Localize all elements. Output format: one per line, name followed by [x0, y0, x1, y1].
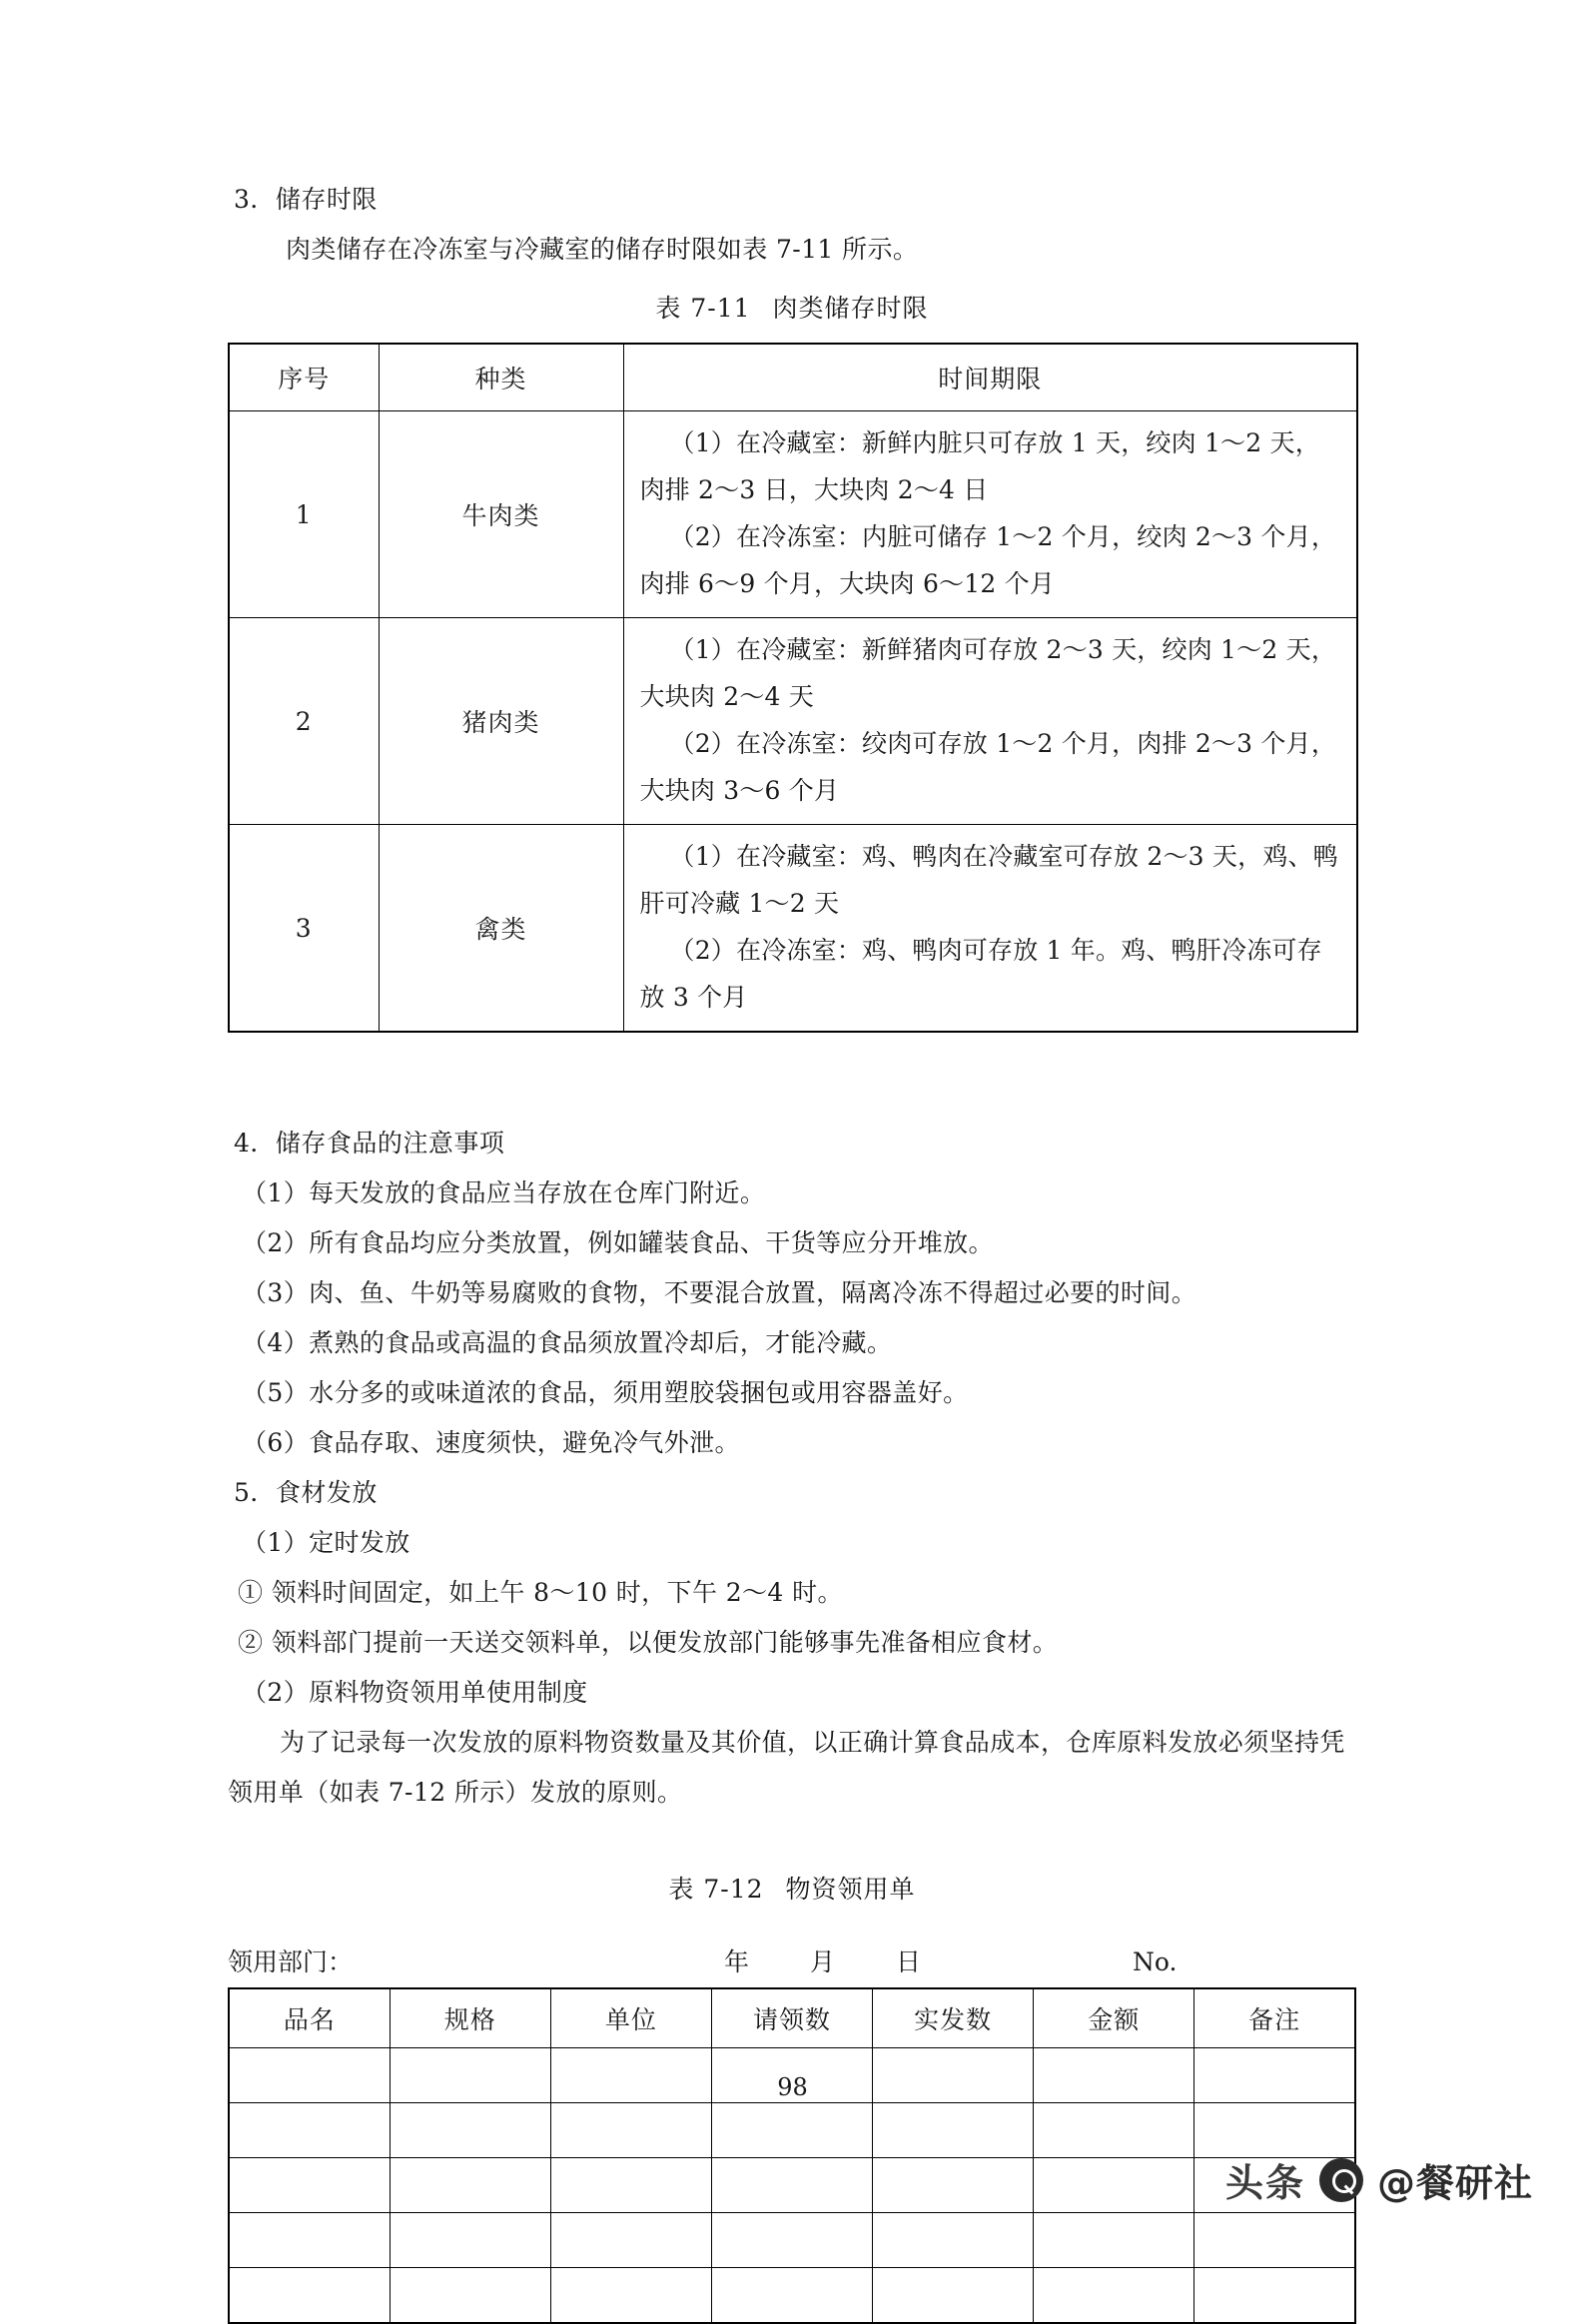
table-row — [229, 2103, 1355, 2158]
table-7-11-header-duration: 时间期限 — [623, 344, 1357, 411]
table-7-12-header-issued: 实发数 — [873, 1988, 1034, 2048]
table-7-11-row-0-line-1: （2）在冷冻室：内脏可储存 1～2 个月，绞肉 2～3 个月，肉排 6～9 个月，大块肉 6～12 个月 — [639, 522, 1337, 598]
cell[interactable] — [550, 2268, 711, 2324]
section-4-heading: 4．储存食品的注意事项 — [234, 1129, 505, 1158]
cell[interactable] — [711, 2268, 872, 2324]
cell[interactable] — [229, 2268, 390, 2324]
cell[interactable] — [1194, 2268, 1355, 2324]
cell[interactable] — [711, 2103, 872, 2158]
department-label: 领用部门： — [228, 1947, 354, 1976]
table-7-12-caption — [228, 1866, 1356, 1914]
table-7-11-row-2-line-0: （1）在冷藏室：鸡、鸭肉在冷藏室可存放 2～3 天，鸡、鸭肝可冷藏 1～2 天 — [639, 842, 1338, 918]
table-row — [229, 2158, 1355, 2213]
table-7-11-row-1-desc — [623, 618, 1357, 825]
date-label: 年 月 日 — [724, 1947, 940, 1976]
section-4-item-4: （4）煮熟的食品或高温的食品须放置冷却后，才能冷藏。 — [242, 1328, 893, 1357]
section-5-sub1-item-1: ① 领料时间固定，如上午 8～10 时，下午 2～4 时。 — [238, 1578, 843, 1607]
table-7-11-row-1-line-0: （1）在冷藏室：新鲜猪肉可存放 2～3 天，绞肉 1～2 天，大块肉 2～4 天 — [639, 635, 1337, 711]
cell[interactable] — [390, 2103, 550, 2158]
table-7-12-header-row — [229, 1988, 1355, 2048]
watermark — [1225, 2152, 1533, 2207]
cell[interactable] — [711, 2213, 872, 2268]
table-7-11-header-kind: 种类 — [379, 344, 623, 411]
table-7-11 — [228, 343, 1358, 1033]
table-7-12-caption-label: 表 7-12 — [668, 1875, 764, 1904]
cell[interactable] — [550, 2158, 711, 2213]
cell[interactable] — [229, 2103, 390, 2158]
section-5-sub1-item-2: ② 领料部门提前一天送交领料单，以便发放部门能够事先准备相应食材。 — [238, 1628, 1059, 1657]
cell[interactable] — [1194, 2103, 1355, 2158]
page-content — [228, 175, 1356, 2324]
cell[interactable] — [1034, 2213, 1194, 2268]
table-row — [229, 411, 1357, 618]
cell[interactable] — [390, 2268, 550, 2324]
cell[interactable] — [1034, 2268, 1194, 2324]
table-7-11-row-1-index: 2 — [229, 618, 379, 825]
section-3-heading: 3．储存时限 — [234, 185, 378, 214]
table-7-12-header-amount: 金额 — [1034, 1988, 1194, 2048]
cell[interactable] — [873, 2268, 1034, 2324]
table-7-11-row-1-line-1: （2）在冷冻室：绞肉可存放 1～2 个月，肉排 2～3 个月，大块肉 3～6 个月 — [639, 729, 1337, 805]
table-7-11-row-0-line-0: （1）在冷藏室：新鲜内脏只可存放 1 天，绞肉 1～2 天，肉排 2～3 日，大块肉 2～4 日 — [639, 428, 1320, 504]
table-7-11-row-2-kind: 禽类 — [379, 825, 623, 1033]
circle-user-icon — [1319, 2158, 1363, 2202]
table-7-12 — [228, 1987, 1356, 2324]
table-row — [229, 2213, 1355, 2268]
table-7-12-header-remark: 备注 — [1194, 1988, 1355, 2048]
table-7-11-header-index: 序号 — [229, 344, 379, 411]
cell[interactable] — [390, 2158, 550, 2213]
table-7-11-caption-label: 表 7-11 — [655, 294, 751, 323]
section-5-sub2-paragraph: 为了记录每一次发放的原料物资数量及其价值，以正确计算食品成本，仓库原料发放必须坚持凭领用单（如表 7-12 所示）发放的原则。 — [228, 1728, 1345, 1807]
section-4-item-5: （5）水分多的或味道浓的食品，须用塑胶袋捆包或用容器盖好。 — [242, 1378, 969, 1407]
table-row — [229, 825, 1357, 1033]
section-3-intro: 肉类储存在冷冻室与冷藏室的储存时限如表 7-11 所示。 — [286, 235, 919, 264]
table-7-11-row-0-kind: 牛肉类 — [379, 411, 623, 618]
cell[interactable] — [873, 2103, 1034, 2158]
table-7-11-row-2-desc — [623, 825, 1357, 1033]
cell[interactable] — [229, 2213, 390, 2268]
section-5-sub1-title: （1）定时发放 — [242, 1528, 410, 1557]
table-7-12-header-name: 品名 — [229, 1988, 390, 2048]
table-7-12-header-spec: 规格 — [390, 1988, 550, 2048]
table-7-11-row-2-line-1: （2）在冷冻室：鸡、鸭肉可存放 1 年。鸡、鸭肝冷冻可存放 3 个月 — [639, 936, 1322, 1012]
table-7-11-caption-title: 肉类储存时限 — [772, 294, 929, 323]
table-7-12-form-line — [228, 1937, 1356, 1987]
cell[interactable] — [1194, 2213, 1355, 2268]
cell[interactable] — [1034, 2158, 1194, 2213]
cell[interactable] — [873, 2158, 1034, 2213]
cell[interactable] — [390, 2213, 550, 2268]
table-7-11-row-0-index: 1 — [229, 411, 379, 618]
cell[interactable] — [1034, 2103, 1194, 2158]
watermark-brand: 头条 — [1224, 2161, 1305, 2205]
section-4-item-3: （3）肉、鱼、牛奶等易腐败的食物，不要混合放置，隔离冷冻不得超过必要的时间。 — [242, 1278, 1197, 1307]
page-number: 98 — [777, 2073, 808, 2101]
section-4-item-2: （2）所有食品均应分类放置，例如罐装食品、干货等应分开堆放。 — [242, 1228, 994, 1257]
table-7-11-row-2-index: 3 — [229, 825, 379, 1033]
table-7-11-row-1-kind: 猪肉类 — [379, 618, 623, 825]
table-7-12-header-unit: 单位 — [550, 1988, 711, 2048]
table-7-12-caption-title: 物资领用单 — [785, 1875, 916, 1904]
section-5-sub2-title: （2）原料物资领用单使用制度 — [242, 1678, 588, 1707]
section-4-item-1: （1）每天发放的食品应当存放在仓库门附近。 — [242, 1178, 766, 1207]
section-5-heading: 5．食材发放 — [234, 1478, 378, 1507]
table-row — [229, 618, 1357, 825]
cell[interactable] — [711, 2158, 872, 2213]
number-label: No. — [1133, 1947, 1178, 1976]
cell[interactable] — [873, 2213, 1034, 2268]
cell[interactable] — [550, 2213, 711, 2268]
cell[interactable] — [229, 2158, 390, 2213]
table-7-11-caption — [228, 285, 1356, 333]
table-7-12-header-requested: 请领数 — [711, 1988, 872, 2048]
cell[interactable] — [550, 2103, 711, 2158]
table-row — [229, 2268, 1355, 2324]
section-4-item-6: （6）食品存取、速度须快，避免冷气外泄。 — [242, 1428, 740, 1457]
table-7-11-header-row — [229, 344, 1357, 411]
table-7-11-row-0-desc — [623, 411, 1357, 618]
watermark-name: @餐研社 — [1376, 2161, 1533, 2205]
